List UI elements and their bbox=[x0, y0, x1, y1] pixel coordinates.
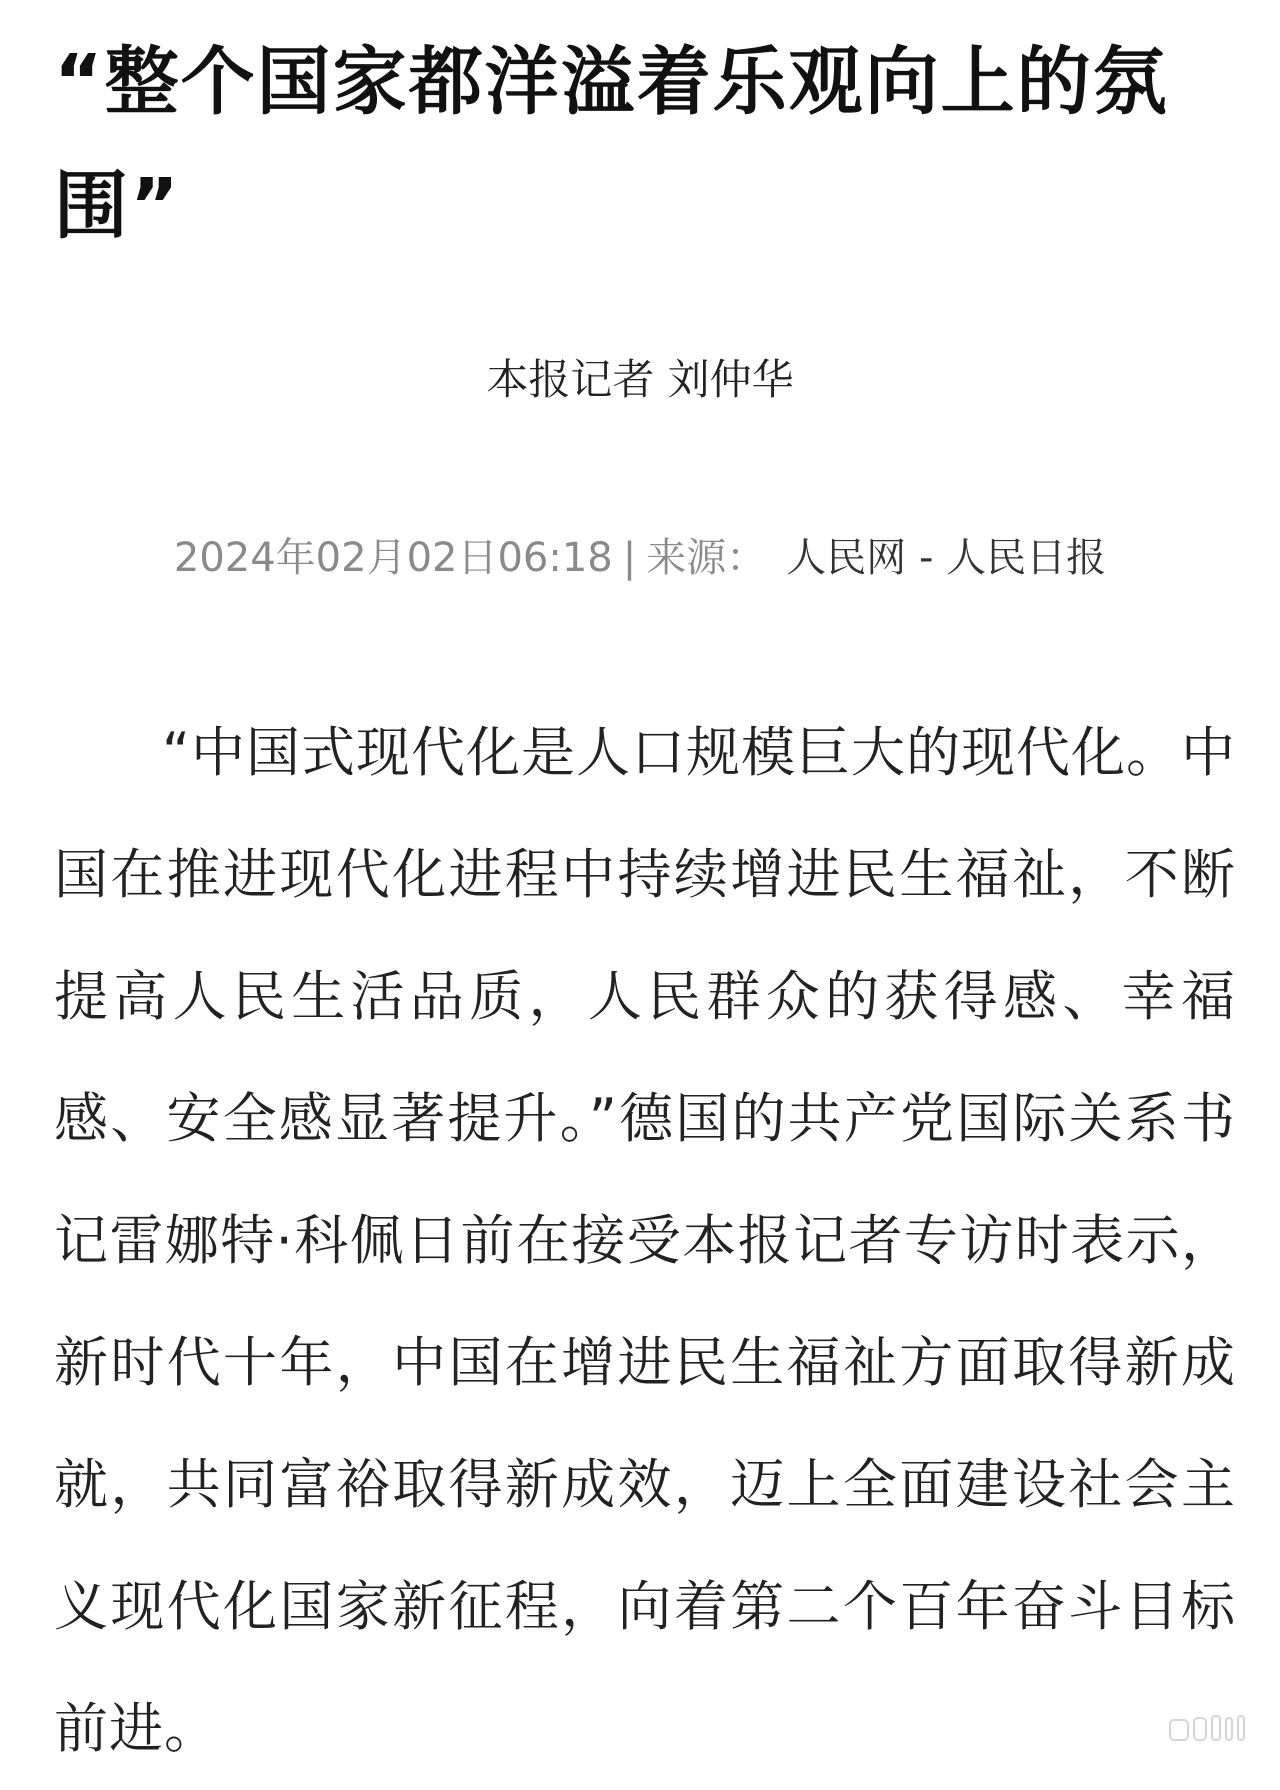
source-link[interactable]: 人民网 - 人民日报 bbox=[786, 535, 1107, 581]
article-byline: 本报记者 刘仲华 bbox=[486, 355, 794, 404]
article-meta bbox=[0, 528, 1280, 588]
watermark-bars-icon bbox=[1168, 1714, 1260, 1744]
publish-date: 2024年02月02日06:18 bbox=[173, 535, 613, 581]
source-label: 来源： bbox=[646, 535, 767, 581]
article-body: “中国式现代化是人口规模巨大的现代化。中国在推进现代化进程中持续增进民生福祉，不断提高人民生活品质，人民群众的获得感、幸福感、安全感显著提升。”德国的共产党国际关系书记雷娜特·科佩日前在接受本报记者专访时表示，新时代十年，中国在增进民生福祉方面取得新成就，共同富裕取得新成效，迈上全面建设社会主义现代化国家新征程，向着第二个百年奋斗目标前进。 bbox=[54, 721, 1236, 1760]
article-title: “整个国家都洋溢着乐观向上的氛围” bbox=[54, 39, 1169, 249]
meta-separator: | bbox=[622, 535, 637, 581]
